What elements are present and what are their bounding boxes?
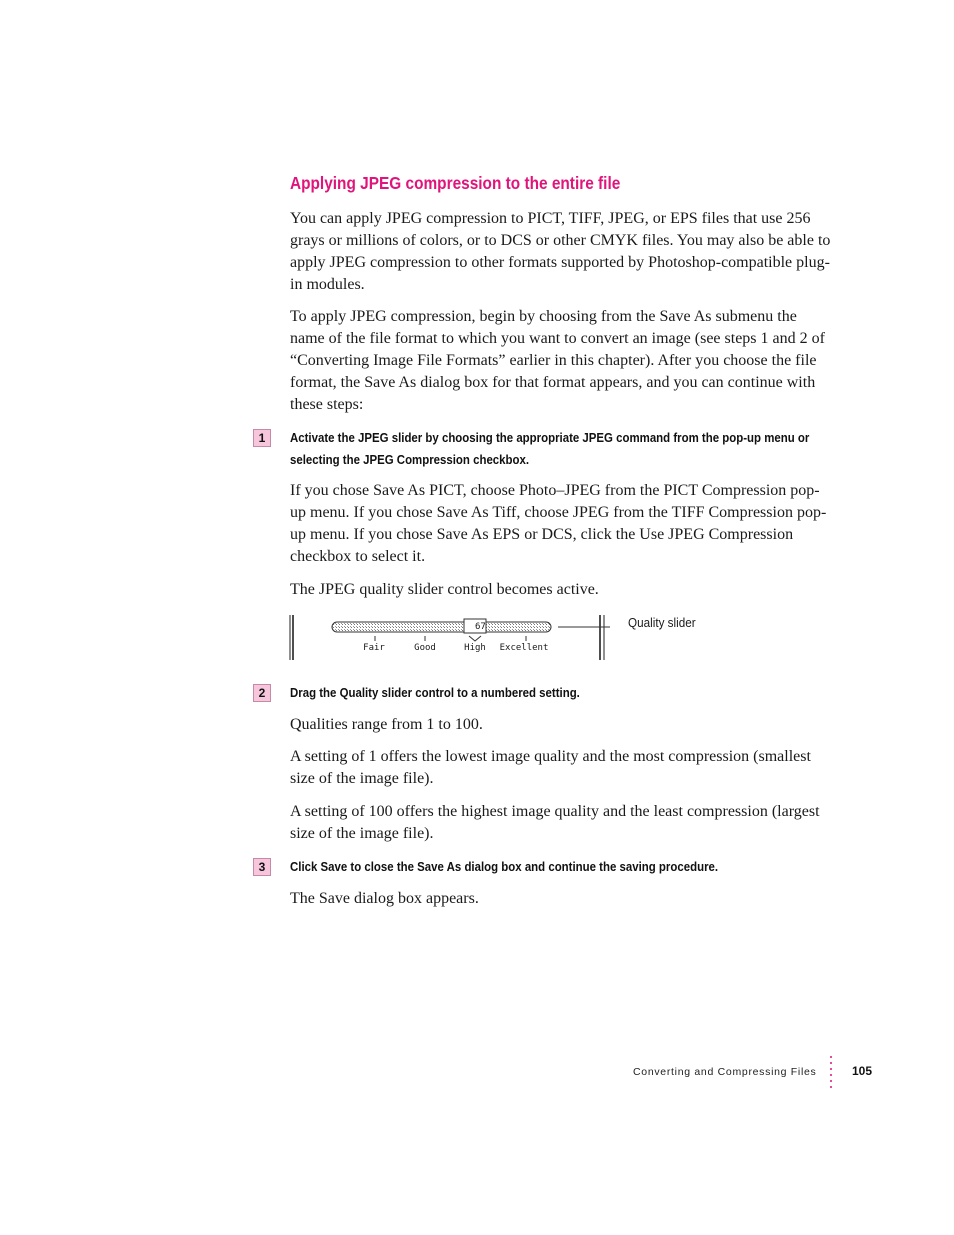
quality-slider-figure [288,612,708,664]
setup-paragraph: To apply JPEG compression, begin by choosing from the Save As submenu the name of the file format to which you want to convert an image (see steps 1 and 2 of “Converting Image File Formats” earlier in this chapter). After you choose the file format, the Save As dialog box for that format appears, and you can continue with these steps: [290,308,825,413]
step-2-low-setting: A setting of 1 offers the lowest image quality and the most compression (smallest size of the image file). [290,748,811,787]
intro-paragraph: You can apply JPEG compression to PICT, TIFF, JPEG, or EPS files that use 256 grays or millions of colors, or to DCS or other CMYK files. You may also be able to apply JPEG compression to other formats supported by Photoshop-compatible plug-in modules. [290,210,831,293]
slider-track [332,622,551,632]
step-2-high-setting: A setting of 100 offers the highest image quality and the least compression (largest size of the image file). [290,803,820,842]
step-2-instruction: Drag the Quality slider control to a numbered setting. [290,685,580,700]
step-2-number: 2 [253,684,271,702]
slider-value: 67 [475,622,486,632]
slider-thumb-pointer [469,636,481,641]
footer-chapter-title: Converting and Compressing Files [633,1066,817,1078]
tick-label-excellent: Excellent [499,643,549,653]
page-number: 105 [852,1064,873,1078]
step-3-instruction: Click Save to close the Save As dialog box and continue the saving procedure. [290,859,719,874]
step-1-number: 1 [253,429,271,447]
step-1-instruction: Activate the JPEG slider by choosing the appropriate JPEG command from the pop-up menu or selecting the JPEG Compression checkbox. [290,430,810,467]
step-1-result: The JPEG quality slider control becomes active. [290,581,599,598]
step-3-number: 3 [253,858,271,876]
step-3-result: The Save dialog box appears. [290,890,479,907]
footer-dot-divider [830,1056,834,1092]
quality-slider-callout: Quality slider [628,615,696,630]
step-2-range: Qualities range from 1 to 100. [290,716,483,733]
tick-label-fair: Fair [363,643,385,653]
section-heading: Applying JPEG compression to the entire file [290,173,621,193]
tick-label-high: High [464,643,486,653]
step-1-explanation: If you chose Save As PICT, choose Photo–JPEG from the PICT Compression pop-up menu. If you chose Save As Tiff, choose JPEG from the TIFF Compression pop-up menu. If you chose Save As EPS or DCS, click the Use JPEG Compression checkbox to select it. [290,482,827,565]
tick-label-good: Good [414,643,436,653]
